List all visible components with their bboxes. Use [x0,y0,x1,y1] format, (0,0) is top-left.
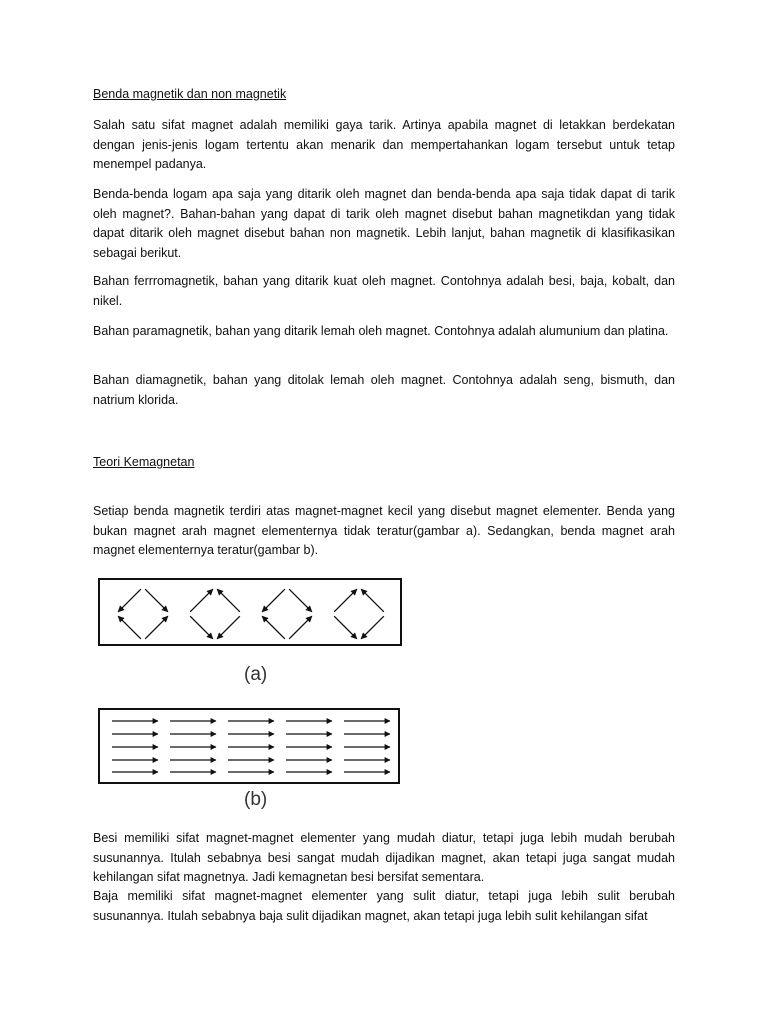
heading-benda-magnetik: Benda magnetik dan non magnetik [93,87,287,101]
paragraph-diamagnetik: Bahan diamagnetik, bahan yang ditolak lemah oleh magnet. Contohnya adalah seng, bismuth, dan natrium klorida. [93,373,675,407]
heading-teori-kemagnetan: Teori Kemagnetan [93,455,195,469]
elementary-magnet-arrow [262,589,285,612]
paragraph-besi: Besi memiliki sifat magnet-magnet elementer yang mudah diatur, tetapi juga lebih mudah berubah susunannya. Itulah sebabnya besi sangat mudah dijadikan magnet, akan tetapi juga sangat mudah kehilangan sifat magnetnya. Jadi kemagnetan besi bersifat sementara. [93,831,675,884]
elementary-magnet-arrow [361,589,384,612]
elementary-magnet-arrow [145,589,168,612]
paragraph-gaya-tarik: Salah satu sifat magnet adalah memiliki gaya tarik. Artinya apabila magnet di letakkan berdekatan dengan jenis-jenis logam tertentu akan menarik dan mempertahankan logam tersebut untuk tetap menempel padanya. [93,118,675,171]
figure-b-ordered-magnets [98,708,403,786]
paragraph-magnet-elementer: Setiap benda magnetik terdiri atas magnet-magnet kecil yang disebut magnet elementer. Benda yang bukan magnet arah magnet elementernya tidak teratur(gambar a). Sedangkan, benda magnet arah magnet elementernya teratur(gambar b). [93,504,675,557]
figure-b-caption: (b) [244,789,268,810]
elementary-magnet-arrow [334,589,357,612]
paragraph-bahan-magnetik: Benda-benda logam apa saja yang ditarik oleh magnet dan benda-benda apa saja tidak dapat di tarik oleh magnet?. Bahan-bahan yang dapat di tarik oleh magnet disebut bahan magnetikdan yang tidak dapat ditarik oleh magnet disebut bahan non magnetik. Lebih lanjut, bahan magnetik di klasifikasikan sebagai berikut. [93,187,675,260]
elementary-magnet-arrow [190,616,213,639]
elementary-magnet-arrow [334,616,357,639]
elementary-magnet-arrow [262,616,285,639]
elementary-magnet-arrow [217,616,240,639]
paragraph-paramagnetik: Bahan paramagnetik, bahan yang ditarik lemah oleh magnet. Contohnya adalah alumunium dan platina. [93,324,669,338]
elementary-magnet-arrow [190,589,213,612]
figure-a-disordered-magnets [98,578,403,648]
elementary-magnet-arrow [217,589,240,612]
paragraph-baja: Baja memiliki sifat magnet-magnet elementer yang sulit diatur, tetapi juga lebih sulit berubah susunannya. Itulah sebabnya baja sulit dijadikan magnet, akan tetapi juga lebih sulit kehilangan sifat [93,889,675,923]
elementary-magnet-arrow [118,616,141,639]
elementary-magnet-arrow [289,616,312,639]
elementary-magnet-arrow [145,616,168,639]
document-page [93,0,675,1024]
elementary-magnet-arrow [118,589,141,612]
elementary-magnet-arrow [289,589,312,612]
paragraph-ferromagnetik: Bahan ferrromagnetik, bahan yang ditarik kuat oleh magnet. Contohnya adalah besi, baja, kobalt, dan nikel. [93,274,675,308]
figure-a-caption: (a) [244,664,268,685]
elementary-magnet-arrow [361,616,384,639]
